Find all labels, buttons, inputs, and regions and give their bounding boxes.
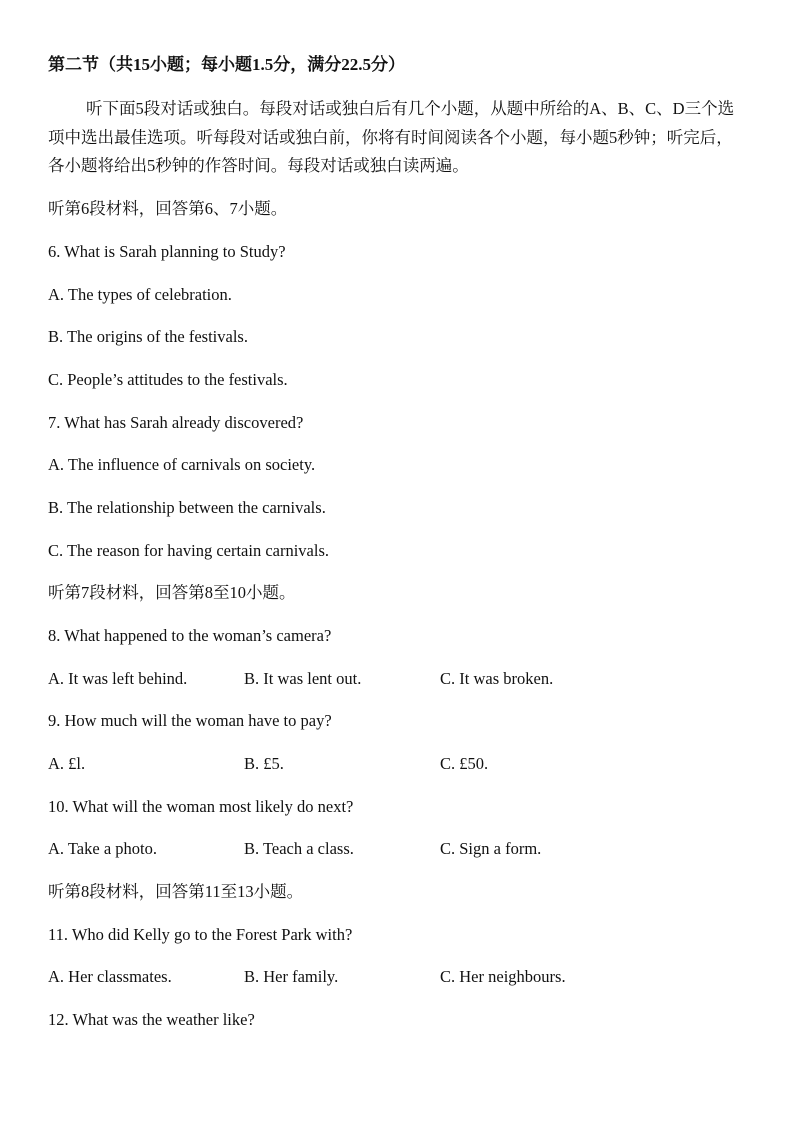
question-8-stem: 8. What happened to the woman’s camera? [48,626,332,645]
question-12-stem: 12. What was the weather like? [48,1010,255,1029]
question-7-option-a: A. The influence of carnivals on society. [48,455,316,474]
question-11-option-a: A. Her classmates. [48,967,172,986]
question-10-option-b: B. Teach a class. [244,839,354,858]
question-6-option-c: C. People’s attitudes to the festivals. [48,370,288,389]
question-7-option-c: C. The reason for having certain carnivals. [48,541,330,560]
question-9-stem: 9. How much will the woman have to pay? [48,711,332,730]
question-6-option-b: B. The origins of the festivals. [48,327,248,346]
question-7-stem: 7. What has Sarah already discovered? [48,413,304,432]
question-6-option-a: A. The types of celebration. [48,285,232,304]
question-7-option-b: B. The relationship between the carnivals. [48,498,326,517]
material-8-heading: 听第8段材料，回答第11至13小题。 [48,882,304,901]
question-9-option-b: B. £5. [244,754,284,773]
material-7-heading: 听第7段材料，回答第8至10小题。 [48,583,296,602]
question-8-option-c: C. It was broken. [440,669,554,688]
instructions-text: 听下面5段对话或独白。每段对话或独白后有几个小题，从题中所给的A、B、C、D三个选项中选出最佳选项。听每段对话或独白前，你将有时间阅读各个小题，每小题5秒钟；听完后，各小题将给出5秒钟的作答时间。每段对话或独白读两遍。 [48,99,735,175]
question-10-option-c: C. Sign a form. [440,839,542,858]
material-6-heading: 听第6段材料，回答第6、7小题。 [48,199,288,218]
question-8-option-b: B. It was lent out. [244,669,362,688]
question-10-option-a: A. Take a photo. [48,839,157,858]
question-11-option-c: C. Her neighbours. [440,967,566,986]
section-instructions [48,95,748,181]
question-9-option-c: C. £50. [440,754,489,773]
question-10-stem: 10. What will the woman most likely do next? [48,797,354,816]
question-9-option-a: A. £l. [48,754,86,773]
question-8-option-a: A. It was left behind. [48,669,188,688]
section-title: 第二节（共15小题；每小题1.5分，满分22.5分） [48,55,405,74]
question-6-stem: 6. What is Sarah planning to Study? [48,242,286,261]
question-11-stem: 11. Who did Kelly go to the Forest Park with? [48,925,353,944]
question-11-option-b: B. Her family. [244,967,339,986]
